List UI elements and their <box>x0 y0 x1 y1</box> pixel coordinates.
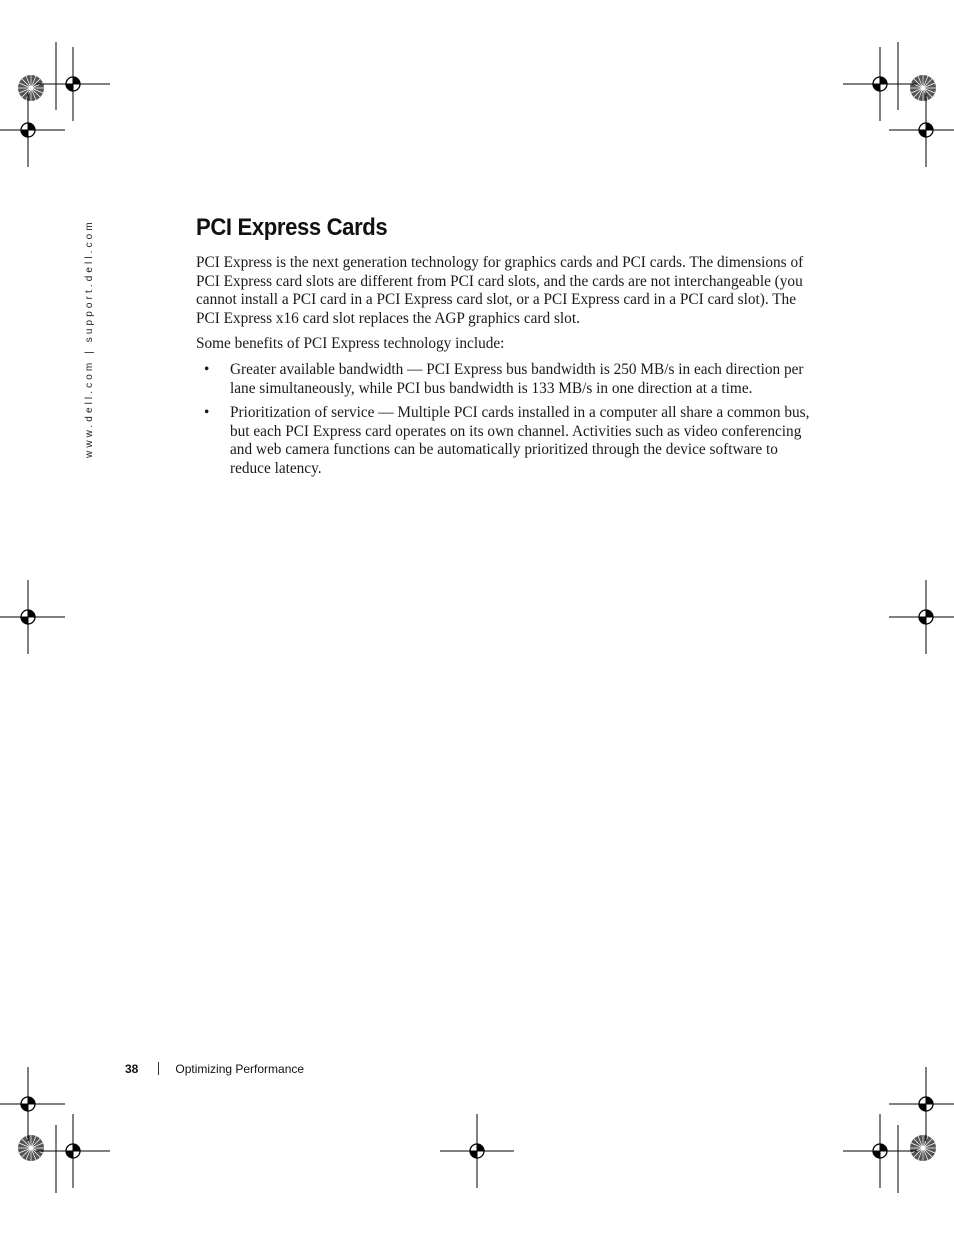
side-website-text: www.dell.com | support.dell.com <box>84 219 95 458</box>
list-item <box>196 404 814 478</box>
page-title: PCI Express Cards <box>196 214 388 241</box>
list-item-text: Prioritization of service — Multiple PCI cards installed in a computer all share a common bus, but each PCI Express card operates on its own channel. Activities such as video conferencing and web camera functions can be automatically prioritized through the device software to reduce latency. <box>230 404 810 477</box>
page-footer <box>125 1062 304 1076</box>
benefits-lead-paragraph: Some benefits of PCI Express technology include: <box>196 335 505 353</box>
intro-paragraph: PCI Express is the next generation technology for graphics cards and PCI cards. The dimensions of PCI Express card slots are different from PCI card slots, and the cards are not interchangeable (you cannot install a PCI card in a PCI Express card slot, or a PCI Express card in a PCI card slot). The PCI Express x16 card slot replaces the AGP graphics card slot. <box>196 254 804 327</box>
benefits-list <box>196 361 814 479</box>
footer-divider <box>158 1062 159 1075</box>
section-name: Optimizing Performance <box>175 1062 305 1076</box>
page-content <box>196 214 814 485</box>
bullet-icon: • <box>204 360 210 378</box>
list-item-text: Greater available bandwidth — PCI Express bus bandwidth is 250 MB/s in each direction per lane simultaneously, while PCI bus bandwidth is 133 MB/s in one direction at a time. <box>230 360 804 397</box>
bullet-icon: • <box>204 404 210 422</box>
list-item <box>196 361 814 398</box>
page-number: 38 <box>125 1062 139 1076</box>
